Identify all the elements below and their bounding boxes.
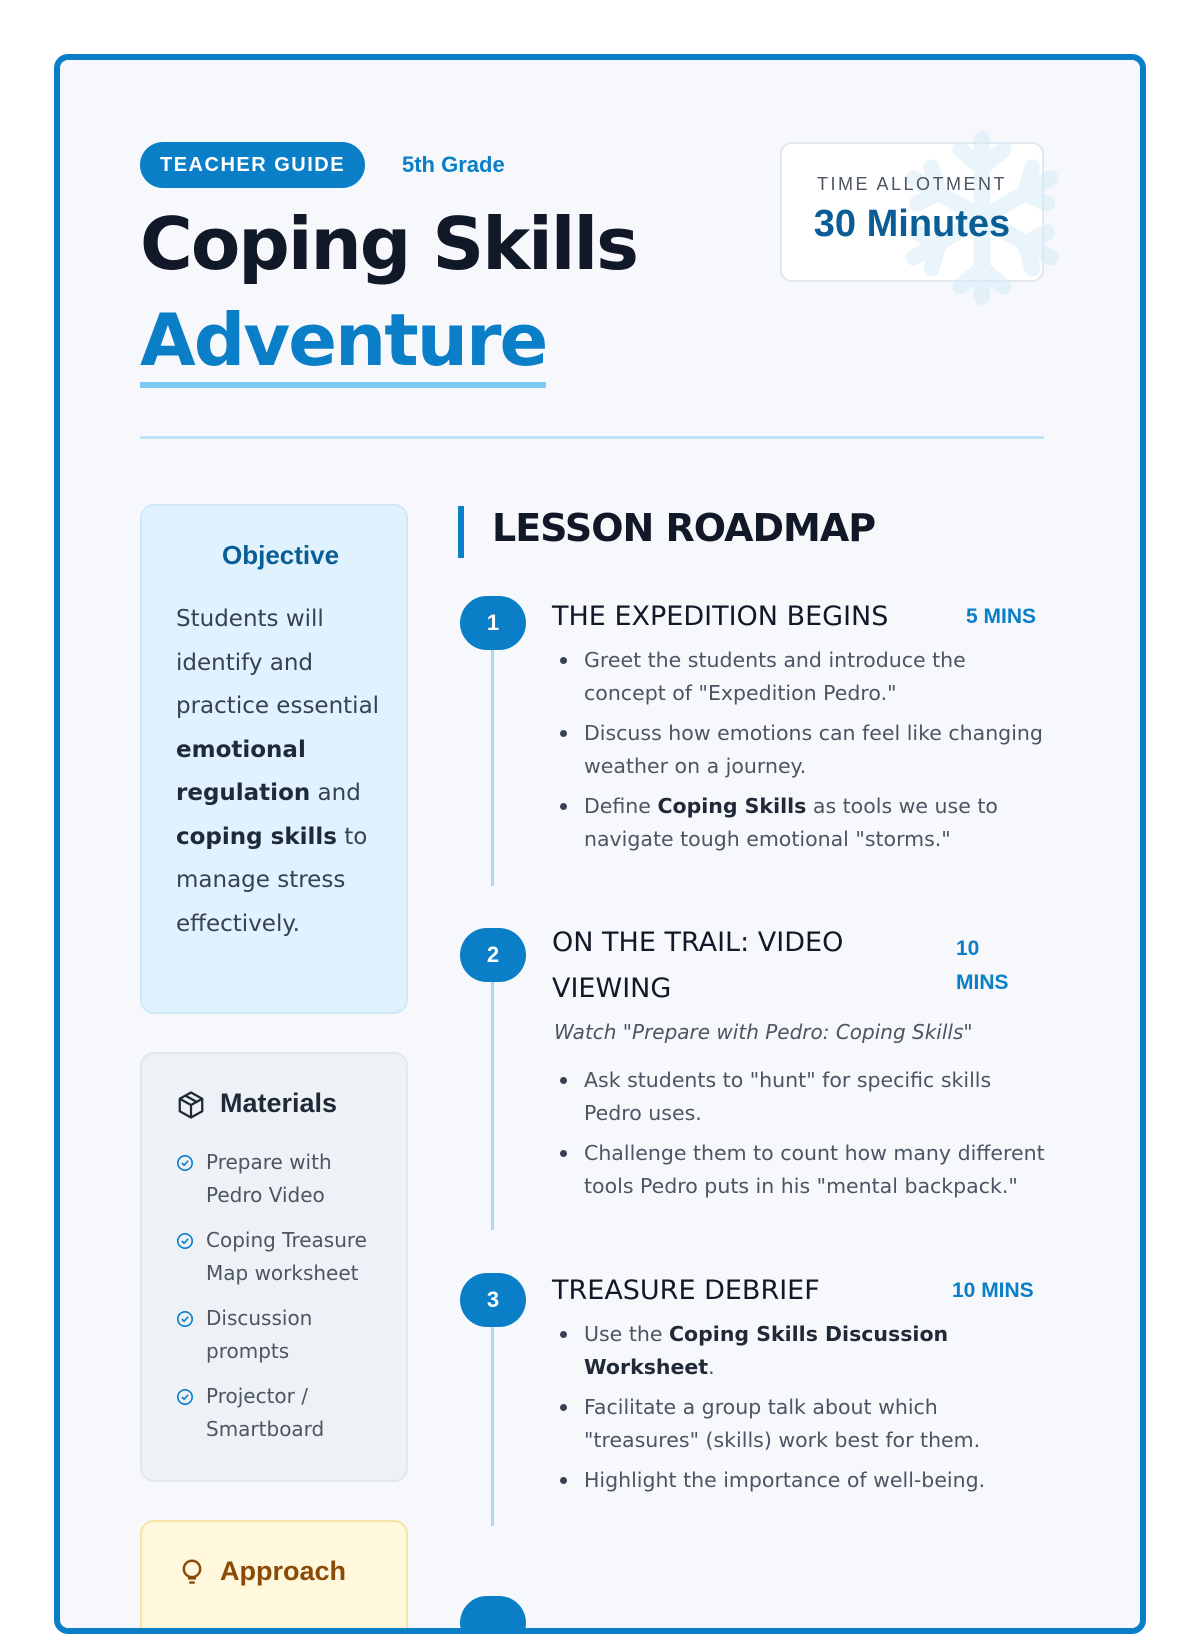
objective-title: Objective [222, 540, 340, 570]
approach-card [140, 1520, 408, 1634]
bullet-text: Define [584, 794, 658, 818]
teacher-guide-badge: TEACHER GUIDE [140, 142, 365, 188]
step-number-badge [460, 1596, 526, 1634]
list-item [552, 790, 1048, 856]
timeline-line [491, 980, 494, 1230]
grade-label: 5th Grade [402, 152, 505, 177]
time-allotment-box [780, 142, 1044, 282]
objective-text [176, 598, 386, 946]
roadmap-accent-bar [458, 506, 464, 558]
material-label: Projector / Smartboard [206, 1384, 325, 1441]
check-circle-icon [176, 1310, 194, 1328]
page-title-line2: Adventure [140, 300, 546, 388]
step-number-badge: 2 [460, 928, 526, 982]
bullet-text: . [708, 1355, 715, 1379]
step-bullets [552, 644, 1048, 863]
step-number-badge: 3 [460, 1273, 526, 1327]
list-item [176, 1380, 392, 1446]
step-duration: 10 MINS [952, 1279, 1034, 1302]
timeline-line [491, 1326, 494, 1526]
objective-text-part: Students will identify and practice essential [176, 606, 380, 719]
step-duration: 10 MINS [956, 937, 1009, 994]
list-item: Discuss how emotions can feel like changing weather on a journey. [552, 717, 1048, 783]
lightbulb-icon [178, 1558, 206, 1588]
step-number-badge: 1 [460, 596, 526, 650]
bullet-text: as tools we use to navigate tough emotional "storms." [584, 794, 998, 851]
check-circle-icon [176, 1232, 194, 1250]
objective-card [140, 504, 408, 1014]
objective-text-part: and [310, 780, 361, 806]
step-duration: 5 MINS [966, 605, 1037, 628]
page-title-line1: Coping Skills [140, 202, 638, 286]
approach-title: Approach [220, 1556, 347, 1586]
time-allotment-label: TIME ALLOTMENT [816, 174, 1008, 194]
list-item [176, 1146, 392, 1212]
step-bullets [552, 1318, 1048, 1504]
bullet-text: Use the [584, 1322, 669, 1346]
step-title: THE EXPEDITION BEGINS [552, 601, 889, 632]
list-item: Facilitate a group talk about which "treasures" (skills) work best for them. [552, 1391, 1048, 1457]
materials-title: Materials [220, 1088, 338, 1118]
step-subtitle: Watch "Prepare with Pedro: Coping Skills" [554, 1020, 973, 1044]
check-circle-icon [176, 1388, 194, 1406]
bullet-emphasis: Coping Skills [657, 794, 807, 818]
step-bullets [552, 1064, 1048, 1210]
objective-emphasis: coping skills [176, 823, 337, 850]
material-label: Prepare with Pedro Video [206, 1150, 332, 1207]
objective-emphasis: emotional regulation [176, 736, 311, 806]
lesson-card [54, 54, 1146, 1634]
roadmap-title: LESSON ROADMAP [492, 506, 876, 550]
list-item [552, 1318, 1048, 1384]
timeline-line [491, 648, 494, 886]
list-item [176, 1224, 392, 1290]
time-allotment-value: 30 Minutes [813, 203, 1011, 245]
step-title: ON THE TRAIL: VIDEO VIEWING [552, 927, 844, 1004]
material-label: Discussion prompts [206, 1306, 313, 1363]
list-item: Ask students to "hunt" for specific skills Pedro uses. [552, 1064, 1048, 1130]
header-divider [140, 436, 1044, 439]
bullet-emphasis: Coping Skills Discussion Worksheet [584, 1322, 949, 1379]
objective-text-part: to manage stress effectively. [176, 823, 368, 937]
materials-list [176, 1146, 392, 1458]
list-item [176, 1302, 392, 1368]
list-item: Greet the students and introduce the concept of "Expedition Pedro." [552, 644, 1048, 710]
check-circle-icon [176, 1154, 194, 1172]
material-label: Coping Treasure Map worksheet [206, 1228, 367, 1285]
materials-card [140, 1052, 408, 1482]
list-item: Highlight the importance of well-being. [552, 1464, 1048, 1497]
list-item: Challenge them to count how many different tools Pedro puts in his "mental backpack." [552, 1137, 1048, 1203]
box-icon [176, 1090, 206, 1120]
step-title: TREASURE DEBRIEF [552, 1275, 820, 1306]
